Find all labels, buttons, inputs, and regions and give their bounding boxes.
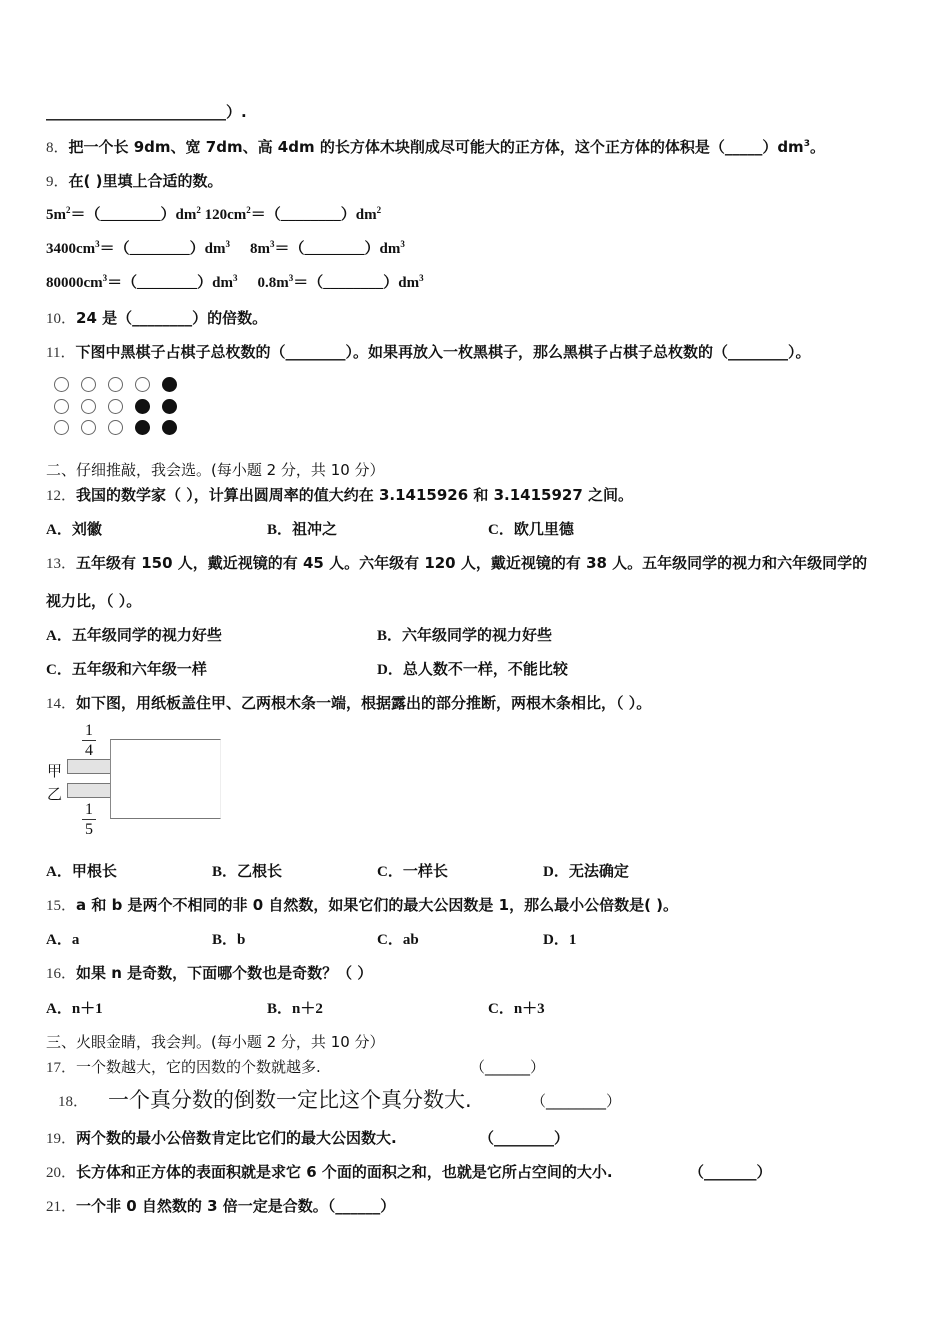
q9-row-1: $5m^2=(\_\_\_\_\_\_\_\_)dm^2$ $120cm^2=(\_\_\_\_\_\_\_\_)dm^2$ <box>46 205 382 223</box>
q16-option-c[interactable]: C．n＋3 <box>488 1001 545 1017</box>
question-9 <box>46 171 222 192</box>
white-stone-icon <box>135 377 150 392</box>
black-stone-icon <box>135 420 150 435</box>
q17-answer-blank[interactable]: （______） <box>470 1058 546 1076</box>
q9-blank[interactable]: ＝（________）dm <box>250 207 377 223</box>
question-text: 把一个长 9dm、宽 7dm、高 4dm 的长方体木块削成尽可能大的正方体，这个正方体的体积是（_____）dm <box>68 138 804 156</box>
section-2-title: 二、仔细推敲，我会选。(每小题 2 分，共 10 分） <box>46 461 385 479</box>
black-stone-icon <box>135 399 150 414</box>
question-text: 一个非 0 自然数的 3 倍一定是合数。 <box>76 1197 328 1215</box>
question-11: 11．下图中黑棋子占棋子总枚数的（________）。如果再放入一枚黑棋子，那么黑棋子占棋子总枚数的（________）。 <box>46 343 811 361</box>
q21-answer-blank[interactable]: （______） <box>327 1197 396 1215</box>
q9-row-2: $3400cm^3=(\_\_\_\_\_\_\_\_)dm^3$ $8m^3=(\_\_\_\_\_\_\_\_)dm^3$ <box>46 239 405 257</box>
stick-yi <box>67 783 111 798</box>
white-stone-icon <box>81 420 96 435</box>
fraction-one-quarter: 1 4 <box>82 722 96 759</box>
stick-yi-label: 乙 <box>47 785 63 803</box>
question-text: 如下图，用纸板盖住甲、乙两根木条一端，根据露出的部分推断，两根木条相比，（ ）。 <box>76 694 652 712</box>
question-14: 14．如下图，用纸板盖住甲、乙两根木条一端，根据露出的部分推断，两根木条相比，（ ）。 <box>46 694 652 712</box>
q7-blank[interactable]: ________________________ <box>46 103 226 121</box>
question-12: 12．我国的数学家（ ），计算出圆周率的值大约在 3.1415926 和 3.1415927 之间。 <box>46 486 634 504</box>
q14-option-b[interactable]: B．乙根长 <box>212 862 283 880</box>
question-text: a 和 b 是两个不相同的非 0 自然数，如果它们的最大公因数是 1，那么最小公倍数是( )。 <box>76 896 679 914</box>
q9-blank[interactable]: ＝（________）dm <box>99 241 226 257</box>
q15-option-c[interactable]: C．ab <box>377 932 419 948</box>
q9-blank[interactable]: ＝（________）dm <box>274 241 401 257</box>
white-stone-icon <box>54 377 69 392</box>
black-stone-icon <box>162 399 177 414</box>
white-stone-icon <box>81 399 96 414</box>
question-text: 一个数越大，它的因数的个数就越多. <box>76 1058 321 1076</box>
white-stone-icon <box>108 399 123 414</box>
question-text: 在( )里填上合适的数。 <box>68 172 223 190</box>
question-13-cont: 视力比，（ ）。 <box>46 592 142 610</box>
q9-blank[interactable]: ＝（________）dm <box>293 275 420 291</box>
question-number: 8． <box>46 140 69 156</box>
question-text: 24 是（________）的倍数。 <box>76 309 268 327</box>
question-number: 9． <box>46 174 69 190</box>
stick-jia-label: 甲 <box>47 762 63 780</box>
question-21: 21．一个非 0 自然数的 3 倍一定是合数。（______） <box>46 1197 396 1215</box>
question-text: 五年级有 150 人，戴近视镜的有 45 人。六年级有 120 人，戴近视镜的有 38 人。五年级同学的视力和六年级同学的 <box>76 554 868 572</box>
q14-option-d[interactable]: D．无法确定 <box>543 862 629 880</box>
black-stone-icon <box>162 377 177 392</box>
q16-option-a[interactable]: A．n＋1 <box>46 1001 103 1017</box>
white-stone-icon <box>54 420 69 435</box>
q13-option-a[interactable]: A．五年级同学的视力好些 <box>46 626 222 644</box>
q15-option-d[interactable]: D．1 <box>543 932 577 948</box>
q12-option-c[interactable]: C．欧几里德 <box>488 520 574 538</box>
question-20: 20．长方体和正方体的表面积就是求它 6 个面的面积之和，也就是它所占空间的大小. <box>46 1163 613 1181</box>
question-text: 两个数的最小公倍数肯定比它们的最大公因数大. <box>76 1129 397 1147</box>
q19-answer-blank[interactable]: （________） <box>479 1129 570 1147</box>
question-text: 如果 n 是奇数，下面哪个数也是奇数？（ ） <box>76 964 373 982</box>
q14-option-c[interactable]: C．一样长 <box>377 862 448 880</box>
q7-answer-line: ________________________）. <box>46 103 247 121</box>
white-stone-icon <box>54 399 69 414</box>
question-18: 18． <box>58 1094 89 1110</box>
question-13: 13．五年级有 150 人，戴近视镜的有 45 人。六年级有 120 人，戴近视镜的有 38 人。五年级同学的视力和六年级同学的 <box>46 554 868 572</box>
white-stone-icon <box>81 377 96 392</box>
question-text: 长方体和正方体的表面积就是求它 6 个面的面积之和，也就是它所占空间的大小. <box>76 1163 613 1181</box>
question-19: 19．两个数的最小公倍数肯定比它们的最大公因数大. <box>46 1129 397 1147</box>
q9-row-3: $80000cm^3=(\_\_\_\_\_\_\_\_)dm^3$ $0.8m^3=(\_\_\_\_\_\_\_\_)dm^3$ <box>46 273 424 291</box>
q18-answer-blank[interactable]: （________） <box>531 1092 622 1110</box>
q15-option-a[interactable]: A．a <box>46 932 80 948</box>
q9-blank[interactable]: ＝（________）dm <box>107 275 233 291</box>
q14-option-a[interactable]: A．甲根长 <box>46 862 117 880</box>
question-10: 10．24 是（________）的倍数。 <box>46 309 268 327</box>
q12-option-a[interactable]: A．刘徽 <box>46 520 102 538</box>
q20-answer-blank[interactable]: （_______） <box>689 1163 772 1181</box>
q12-option-b[interactable]: B．祖冲之 <box>267 520 338 538</box>
q9-blank[interactable]: ＝（________）dm <box>70 207 197 223</box>
question-18-text: 一个真分数的倒数一定比这个真分数大. <box>108 1088 472 1112</box>
fraction-one-fifth: 1 5 <box>82 801 96 838</box>
cardboard-cover <box>110 739 221 819</box>
question-8: 8．把一个长 9dm、宽 7dm、高 4dm 的长方体木块削成尽可能大的正方体，这个正方体的体积是$(\_\_\_\_\_)dm^3$。 <box>46 138 825 156</box>
question-text: 下图中黑棋子占棋子总枚数的（________）。如果再放入一枚黑棋子，那么黑棋子占棋子总枚数的（________）。 <box>75 343 811 361</box>
q13-option-d[interactable]: D．总人数不一样，不能比较 <box>377 660 568 678</box>
black-stone-icon <box>162 420 177 435</box>
q16-option-b[interactable]: B．n＋2 <box>267 1001 323 1017</box>
q15-option-b[interactable]: B．b <box>212 932 246 948</box>
q13-option-c[interactable]: C．五年级和六年级一样 <box>46 660 207 678</box>
q13-option-b[interactable]: B．六年级同学的视力好些 <box>377 626 553 644</box>
question-15: 15．a 和 b 是两个不相同的非 0 自然数，如果它们的最大公因数是 1，那么最小公倍数是( )。 <box>46 896 679 914</box>
stick-jia <box>67 759 111 774</box>
question-17: 17．一个数越大，它的因数的个数就越多. <box>46 1058 321 1076</box>
question-16: 16．如果 n 是奇数，下面哪个数也是奇数？（ ） <box>46 964 373 982</box>
question-text: 我国的数学家（ ），计算出圆周率的值大约在 3.1415926 和 3.1415927 之间。 <box>76 486 634 504</box>
white-stone-icon <box>108 377 123 392</box>
section-3-title: 三、火眼金睛，我会判。(每小题 2 分，共 10 分） <box>46 1033 385 1051</box>
white-stone-icon <box>108 420 123 435</box>
